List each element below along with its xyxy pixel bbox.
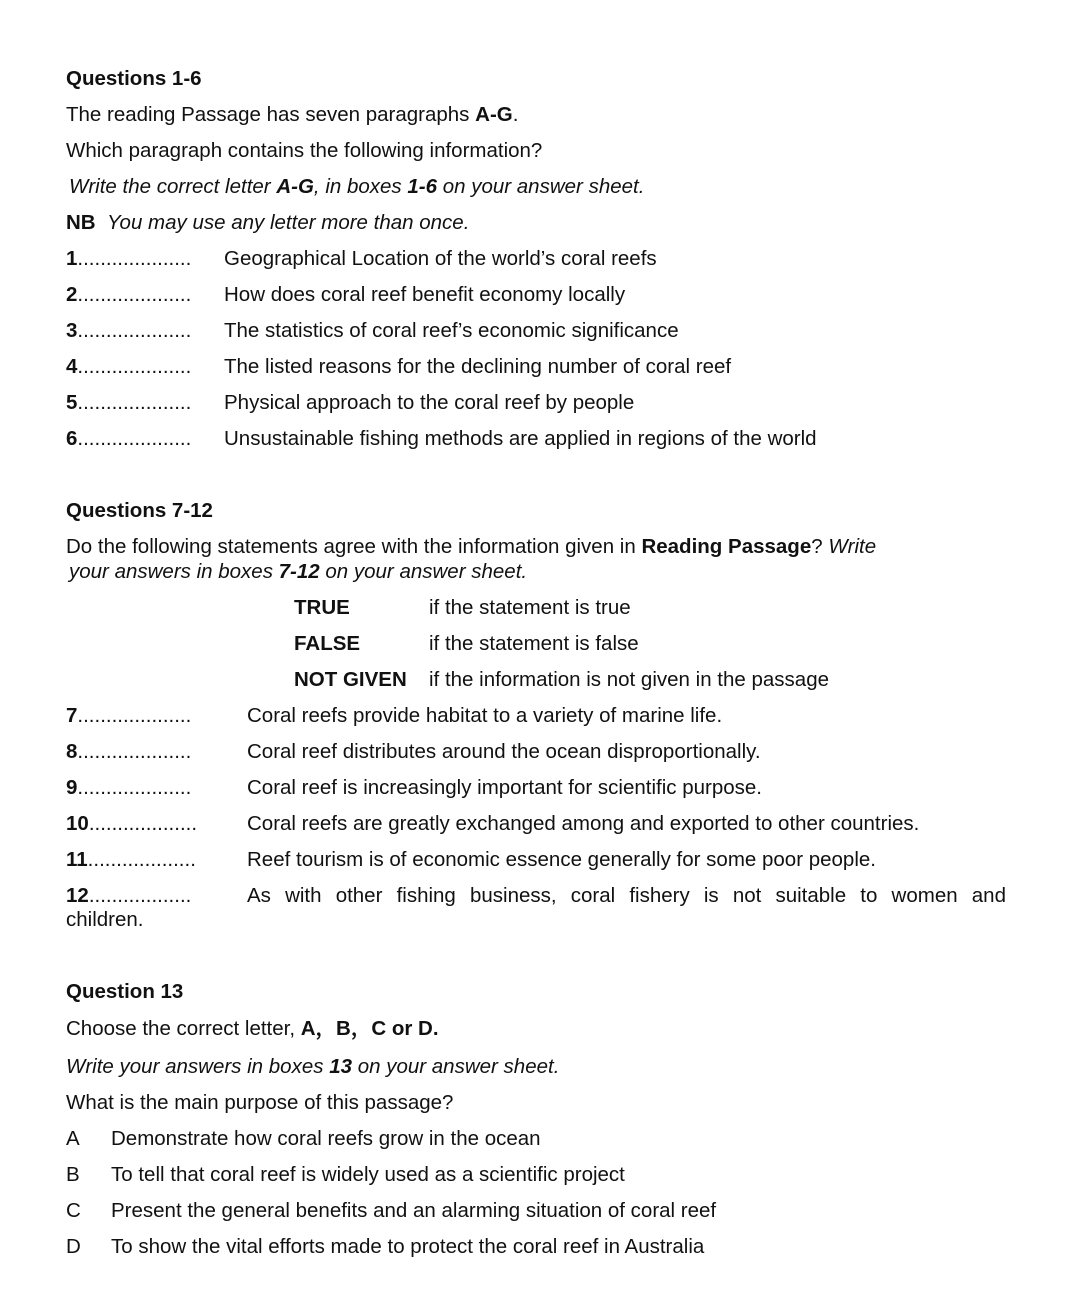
question-9-text: Coral reef is increasingly important for scientific purpose. [247, 776, 762, 799]
option-d-letter[interactable]: D [66, 1235, 81, 1258]
question-3-blank[interactable]: 3.................... [66, 319, 192, 342]
question-9-blank[interactable]: 9.................... [66, 776, 192, 799]
option-a-text: Demonstrate how coral reefs grow in the ocean [111, 1127, 541, 1150]
section3-heading: Question 13 [66, 980, 184, 1003]
question-11-blank[interactable]: 11................... [66, 848, 196, 871]
legend-notgiven-term: NOT GIVEN [294, 668, 407, 691]
section2-heading: Questions 7-12 [66, 499, 213, 522]
question-5-blank[interactable]: 5.................... [66, 391, 192, 414]
question-12-text-cont: children. [66, 908, 144, 931]
section1-nb: NB You may use any letter more than once. [66, 211, 470, 234]
legend-true-term: TRUE [294, 596, 350, 619]
question-7-blank[interactable]: 7.................... [66, 704, 192, 727]
question-4-text: The listed reasons for the declining number of coral reef [224, 355, 732, 378]
question-6-text: Unsustainable fishing methods are applied in regions of the world [224, 427, 817, 450]
question-1-text: Geographical Location of the world’s coral reefs [224, 247, 657, 270]
question-12-text: As with other fishing business, coral fishery is not suitable to women and [247, 884, 1006, 907]
legend-false-term: FALSE [294, 632, 361, 655]
section2-intro: Do the following statements agree with the information given in Reading Passage? Write [66, 535, 877, 558]
option-a-letter[interactable]: A [66, 1127, 80, 1150]
question-4-blank[interactable]: 4.................... [66, 355, 192, 378]
section3-intro1: Choose the correct letter, A，B，C or D. [66, 1017, 439, 1040]
section3-intro2: Write your answers in boxes 13 on your answer sheet. [66, 1055, 560, 1078]
section1-heading: Questions 1-6 [66, 67, 202, 90]
legend-notgiven-desc: if the information is not given in the passage [429, 668, 829, 691]
section1-intro1: The reading Passage has seven paragraphs A-G. [66, 103, 519, 126]
option-d-text: To show the vital efforts made to protect the coral reef in Australia [111, 1235, 705, 1258]
option-c-letter[interactable]: C [66, 1199, 81, 1222]
question-7-text: Coral reefs provide habitat to a variety of marine life. [247, 704, 723, 727]
section1-intro2: Which paragraph contains the following information? [66, 139, 543, 162]
question-3-text: The statistics of coral reef’s economic significance [224, 319, 679, 342]
legend-true-desc: if the statement is true [429, 596, 631, 619]
question-11-text: Reef tourism is of economic essence generally for some poor people. [247, 848, 876, 871]
legend-false-desc: if the statement is false [429, 632, 639, 655]
question-8-blank[interactable]: 8.................... [66, 740, 192, 763]
question-2-text: How does coral reef benefit economy locally [224, 283, 626, 306]
question-2-blank[interactable]: 2.................... [66, 283, 192, 306]
section1-instruction: Write the correct letter A-G, in boxes 1-6 on your answer sheet. [69, 175, 645, 198]
option-b-text: To tell that coral reef is widely used as a scientific project [111, 1163, 625, 1186]
option-b-letter[interactable]: B [66, 1163, 80, 1186]
question-10-text: Coral reefs are greatly exchanged among and exported to other countries. [247, 812, 920, 835]
question-5-text: Physical approach to the coral reef by people [224, 391, 635, 414]
question-6-blank[interactable]: 6.................... [66, 427, 192, 450]
question-13-prompt: What is the main purpose of this passage? [66, 1091, 454, 1114]
section2-intro-cont: your answers in boxes 7-12 on your answer sheet. [69, 560, 528, 583]
question-10-blank[interactable]: 10................... [66, 812, 198, 835]
option-c-text: Present the general benefits and an alarming situation of coral reef [111, 1199, 717, 1222]
question-1-blank[interactable]: 1.................... [66, 247, 192, 270]
question-12-blank[interactable]: 12.................. [66, 884, 192, 907]
question-8-text: Coral reef distributes around the ocean disproportionally. [247, 740, 761, 763]
